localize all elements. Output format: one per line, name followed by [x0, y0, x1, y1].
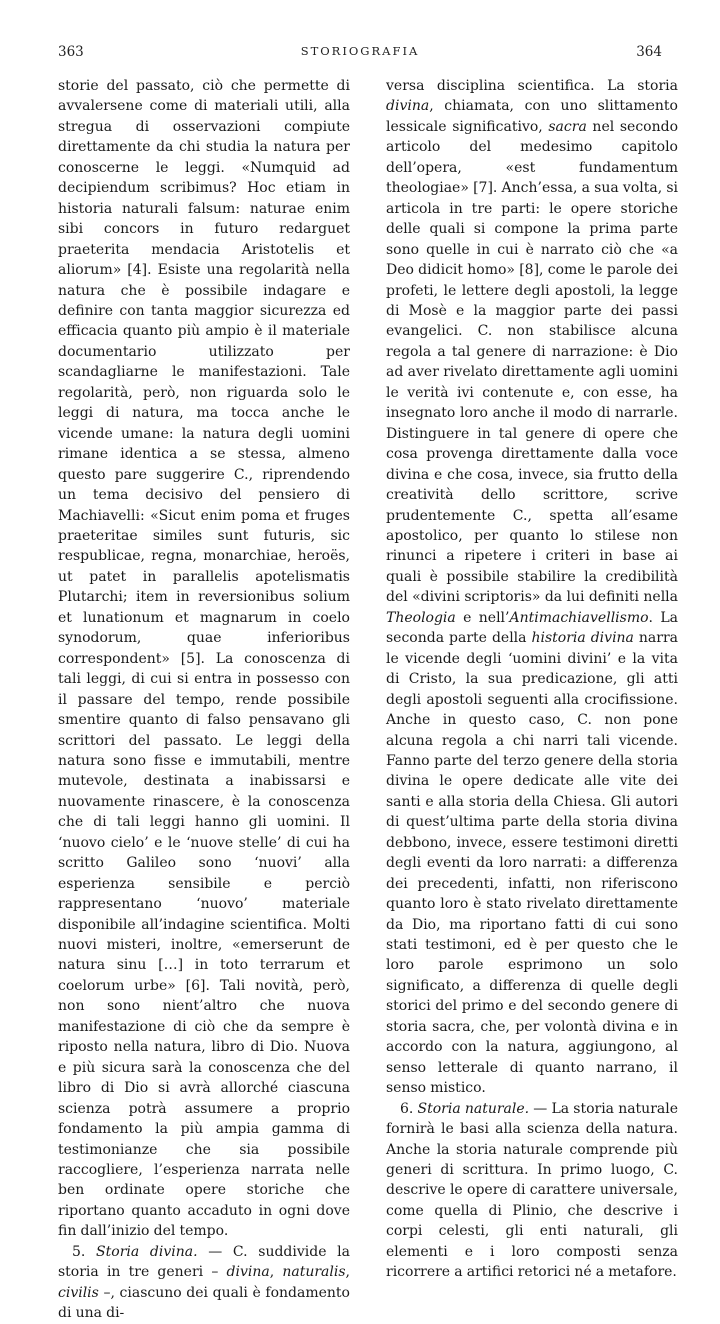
paragraph-text: narra le vicende degli ‘uomini divini’ e la vita di Cristo, la sua predicazione, gli atti degli apostoli seguenti alla crocifissione. Anche in questo caso, C. non pone alcuna regola a chi narri tali vicende. Fanno parte del terzo genere della storia divina le opere dedicate alle vite dei santi e alla storia della Chiesa. Gli autori di quest’ultima parte della storia divina debbono, invece, essere testimoni diretti degli eventi da loro narrati: a differenza dei precedenti, infatti, non riferiscono quanto loro è stato rivelato direttamente da Dio, ma riportano fatti di cui sono stati testimoni, ed è per questo che le loro parole esprimono un solo significato, a differenza di quelle degli storici del primo e del secondo genere di storia sacra, che, per volontà divina e in accordo con la natura, aggiungono, al senso letterale di quanto narrano, il senso mistico. — [386, 630, 679, 1097]
genre-divina: divina — [226, 1264, 270, 1281]
italic-term: sacra — [548, 118, 587, 135]
right-column — [386, 76, 679, 1281]
section-number: 5. — [72, 1243, 86, 1260]
paragraph-text: . La seconda parte della — [386, 609, 678, 647]
paragraph-text: , chiamata, con uno slittamento lessicale significativo, — [386, 98, 678, 135]
work-title: Theologia — [386, 609, 456, 626]
text-columns — [58, 76, 679, 1322]
paragraph-text: — C. suddivide la storia in tre generi – — [58, 1243, 351, 1281]
work-title: Antimachiavellismo — [509, 609, 649, 626]
paragraph-text: e nell’ — [455, 609, 510, 626]
section-6-paragraph — [386, 1099, 678, 1283]
italic-term: historia divina — [531, 630, 634, 647]
paragraph-text: nel secondo articolo del medesimo capitolo dell’opera, «est fundamentum theologiae» [7]. Anch’essa, a sua volta, si articola in tre parti: le opere storiche delle quali si compone la prima parte sono quelle in cui è narrato ciò che «a Deo didicit homo» [8], come le parole dei profeti, le lettere degli apostoli, la legge di Mosè e la maggior parte dei passi evangelici. C. non stabilisce alcuna regola a tal genere di narrazione: è Dio ad aver rivelato direttamente agli uomini le verità ivi contenute e, con esse, ha insegnato loro anche il modo di narrarle. Distinguere in tal genere di opere che cosa provenga direttamente dalla voce divina e che cosa, invece, sia frutto della creatività dello scrittore, scrive prudentemente C., spetta all’esame apostolico, per quanto lo stilese non rinunci a ripetere i criteri in base ai quali è possibile stabilire la credibilità del «divini scriptoris» da lui definiti nella — [386, 118, 678, 606]
paragraph-continued — [386, 76, 678, 1099]
genre-naturalis: naturalis — [282, 1264, 346, 1281]
section-5-paragraph — [58, 1242, 350, 1324]
section-title: Storia naturale. — [417, 1100, 530, 1117]
left-page-number: 363 — [58, 44, 84, 60]
page-header — [58, 44, 662, 60]
running-title: STORIOGRAFIA — [300, 44, 420, 58]
section-title: Storia divina. — [96, 1243, 198, 1260]
paragraph-continued: storie del passato, ciò che permette di avvalersene come di materiali utili, alla stregua di osservazioni compiute direttamente da chi studia la natura per conoscerne le leggi. «Numquid ad decipiendum scribimus? Hoc etiam in historia naturali falsum: naturae enim sibi concors in futuro redarguet praeterita mendacia Aristotelis et aliorum» [4]. Esiste una regolarità nella natura che è possibile indagare e definire con tanta maggior sicurezza ed efficacia quanto più ampio è il materiale documentario utilizzato per scandagliarne le manifestazioni. Tale regolarità, però, non riguarda solo le leggi di natura, ma tocca anche le vicende umane: la natura degli uomini rimane identica a se stessa, almeno questo pare suggerire C., riprendendo un tema decisivo del pensiero di Machiavelli: «Sicut enim poma et fruges praeteritae similes sunt futuris, sic respublicae, regna, monarchiae, heroës, ut patet in parallelis apotelismatis Plutarchi; item in reversionibus solium et lunationum et magnarum in coelo synodorum, quae inferioribus correspondent» [5]. La conoscenza di tali leggi, di cui si entra in possesso con il passare del tempo, rende possibile smentire quanto di falso pensavano gli scrittori del passato. Le leggi della natura sono fisse e immutabili, mentre mutevole, destinata a inabissarsi e nuovamente rinascere, è la conoscenza che di tali leggi hanno gli uomini. Il ‘nuovo cielo’ e le ‘nuove stelle’ di cui ha scritto Galileo sono ‘nuovi’ alla esperienza sensibile e perciò rappresentano ‘nuovo’ materiale disponibile all’indagine scientifica. Molti nuovi misteri, inoltre, «emerserunt de natura sinu […] in toto terrarum et coelorum urbe» [6]. Tali novità, però, non sono nient’altro che nuova manifestazione di ciò che da sempre è riposto nella natura, libro di Dio. Nuova e più sicura sarà la conoscenza che del libro di Dio si avrà allorché ciascuna scienza potrà assumere a proprio fondamento la più ampia gamma di testimonianze che sia possibile raccogliere, l’esperienza narrata nelle ben ordinate opere storiche che riportano quanto accaduto in ogni dove fin dall’inizio del tempo. — [58, 78, 350, 1240]
separator: , — [345, 1264, 350, 1281]
paragraph-text: versa disciplina scientifica. La storia — [386, 78, 678, 94]
right-page-number: 364 — [636, 44, 662, 60]
left-column — [58, 76, 351, 1322]
section-number: 6. — [400, 1100, 414, 1117]
separator: , — [269, 1264, 283, 1281]
paragraph-text: –, ciascuno dei quali è fondamento di una di- — [58, 1284, 350, 1322]
genre-civilis: civilis — [58, 1284, 99, 1301]
paragraph-text: — La storia naturale fornirà le basi alla scienza della natura. Anche la storia naturale comprende più generi di scrittura. In primo luogo, C. descrive le opere di carattere universale, come quella di Plinio, che descrive i corpi celesti, gli enti naturali, gli elementi e i loro composti senza ricorrere a artifici retorici né a metafore. — [386, 1100, 678, 1281]
italic-term: divina — [386, 98, 430, 115]
